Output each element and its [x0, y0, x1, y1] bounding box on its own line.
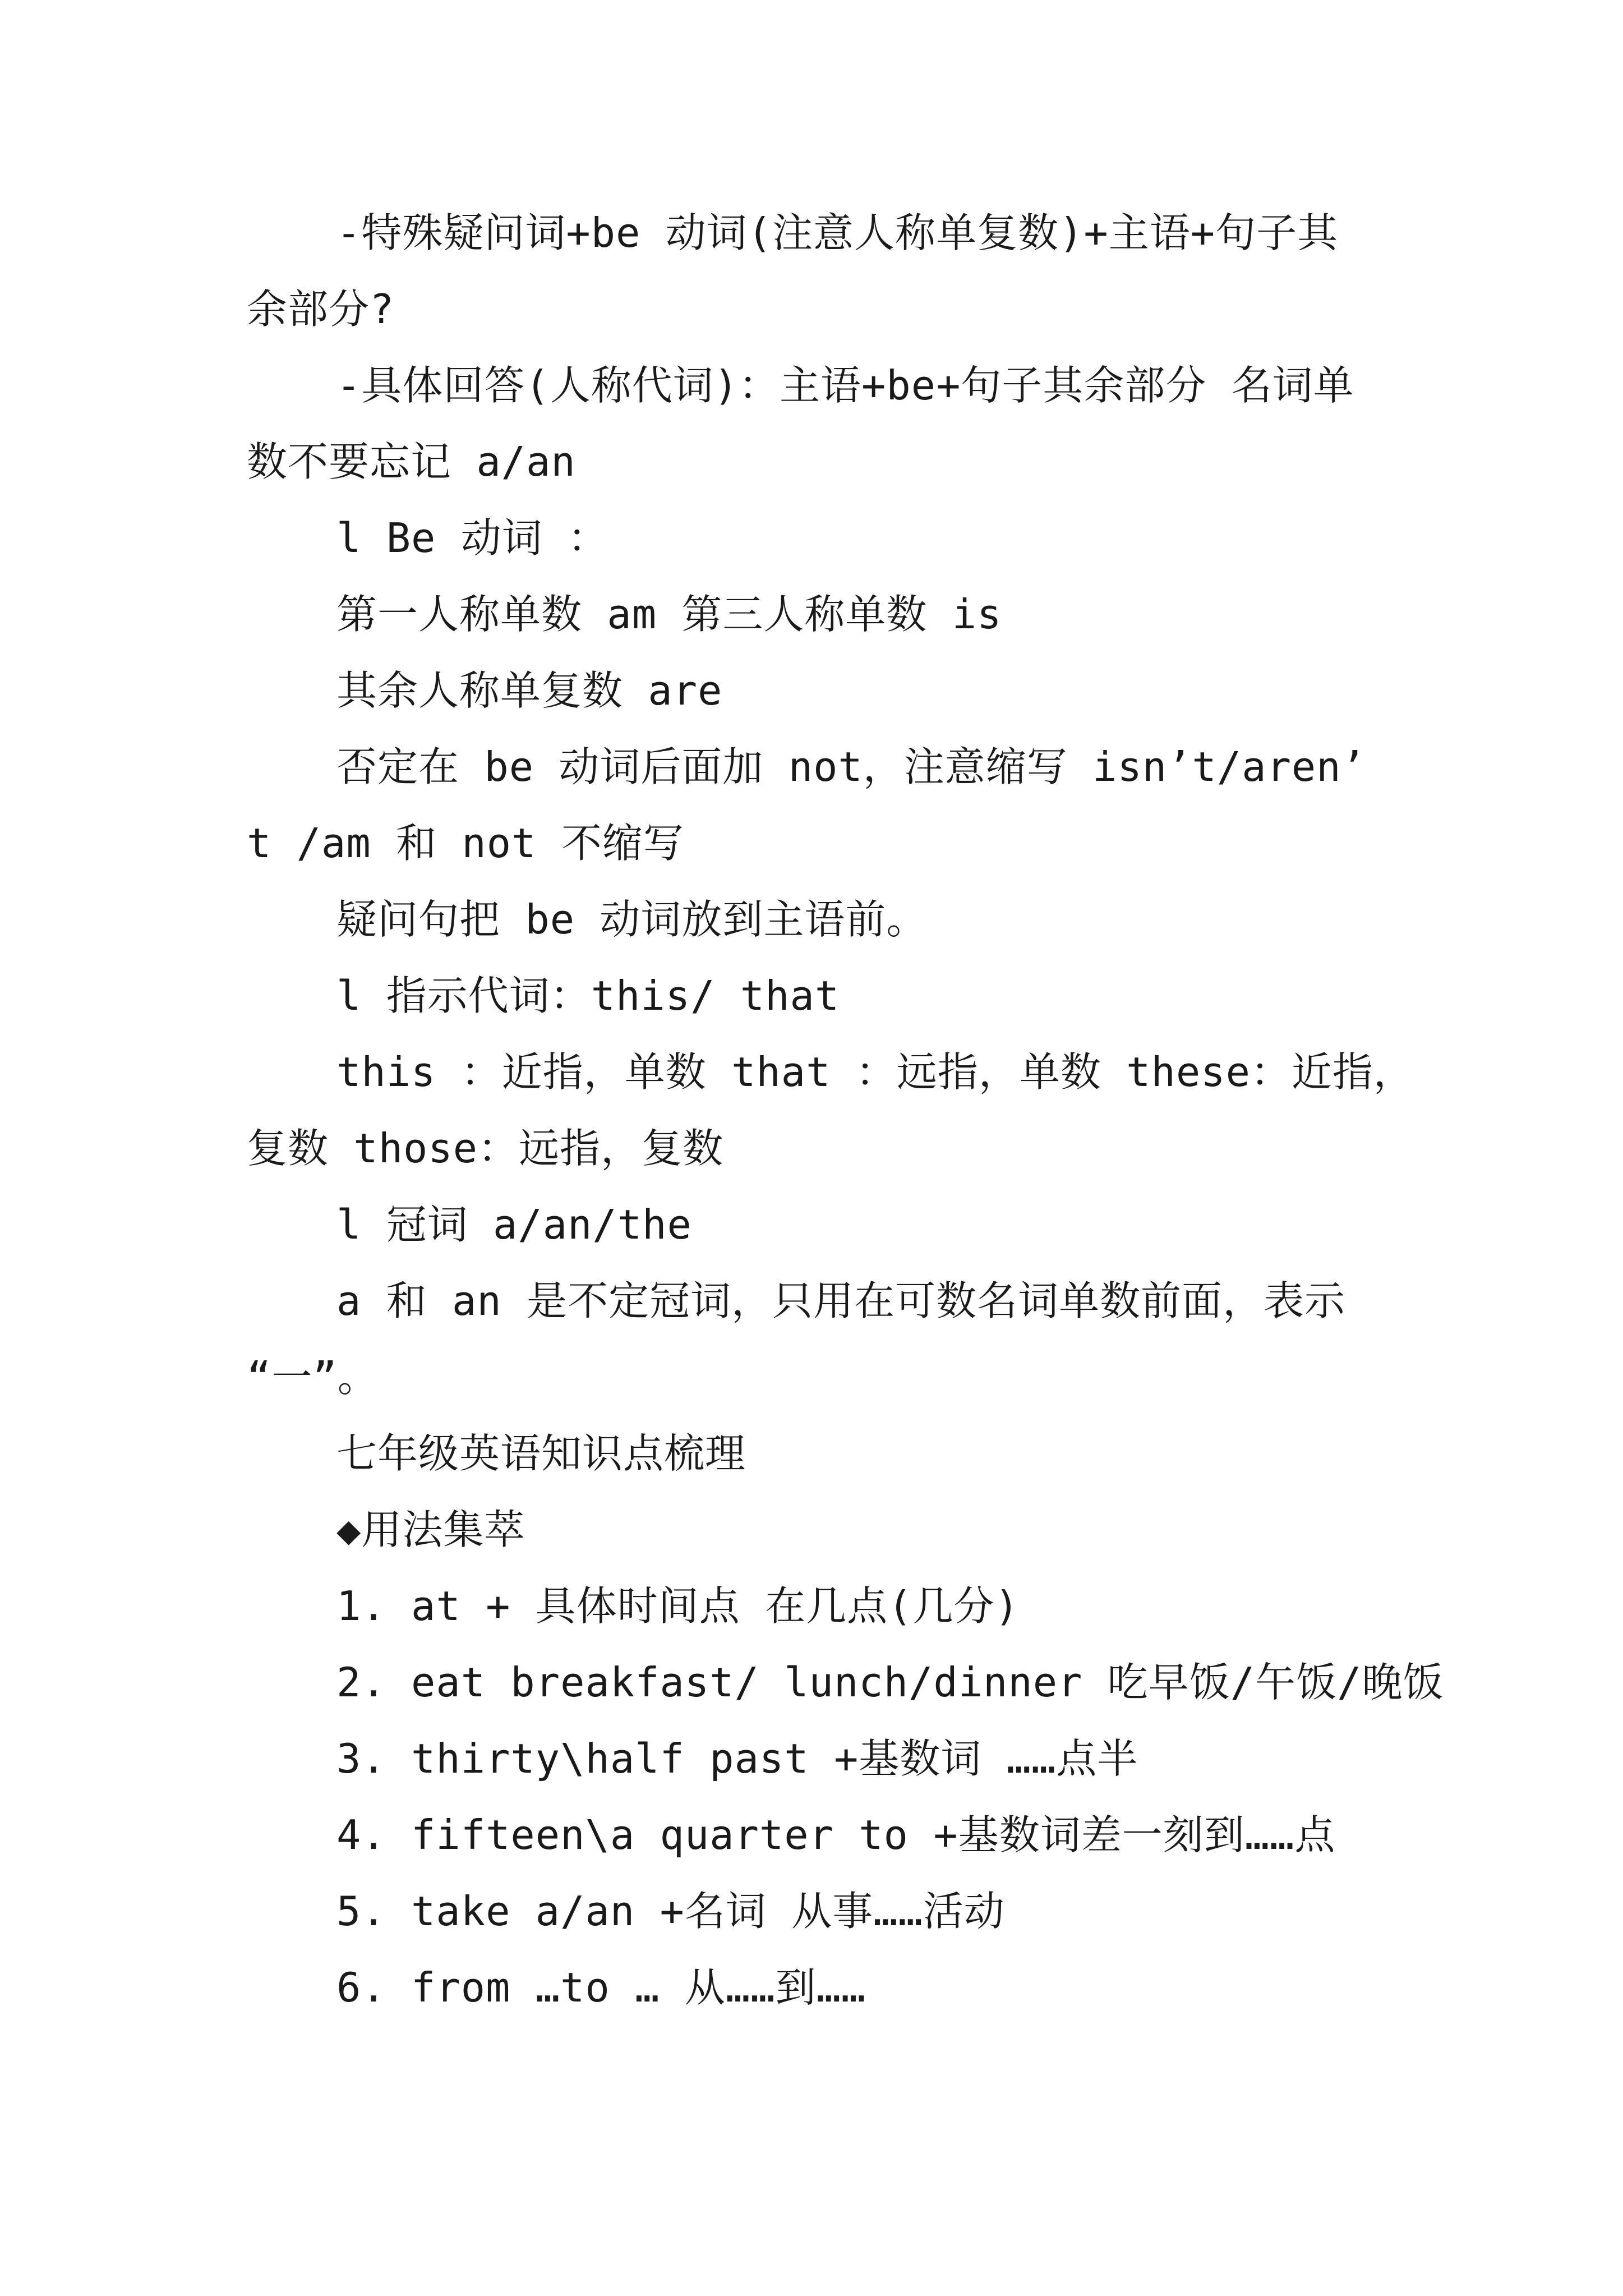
text-line: t /am 和 not 不缩写	[247, 820, 684, 867]
text-line: a 和 an 是不定冠词，只用在可数名词单数前面，表示	[336, 1277, 1346, 1324]
text-line: 数不要忘记 a/an	[247, 438, 576, 485]
text-line: l Be 动词 ：	[336, 514, 609, 562]
text-line: 其余人称单复数 are	[336, 667, 723, 714]
text-line: 第一人称单数 am 第三人称单数 is	[336, 591, 1002, 638]
text-line: l 指示代词：this/ that	[336, 972, 840, 1019]
text-line: this ：近指，单数 that ：远指，单数 these：近指，	[336, 1048, 1414, 1096]
list-item: 4. fifteen\a quarter to +基数词差一刻到……点	[336, 1811, 1336, 1858]
list-item: 1. at + 具体时间点 在几点(几分)	[336, 1582, 1020, 1630]
list-item: 2. eat breakfast/ lunch/dinner 吃早饭/午饭/晚饭	[336, 1659, 1444, 1706]
list-item: 5. take a/an +名词 从事……活动	[336, 1888, 1005, 1935]
section-heading: 七年级英语知识点梳理	[336, 1430, 746, 1477]
list-item: 3. thirty\half past +基数词 ……点半	[336, 1735, 1138, 1782]
text-line: -具体回答(人称代词)：主语+be+句子其余部分 名词单	[336, 362, 1354, 409]
subsection-heading: ◆用法集萃	[336, 1506, 525, 1553]
text-line: -特殊疑问词+be 动词(注意人称单复数)+主语+句子其	[336, 209, 1339, 256]
text-line: 否定在 be 动词后面加 not，注意缩写 isn’t/aren’	[336, 743, 1366, 790]
text-line: “一”。	[247, 1354, 379, 1401]
text-line: l 冠词 a/an/the	[336, 1201, 692, 1248]
text-line: 余部分?	[247, 286, 395, 333]
text-line: 复数 those：远指，复数	[247, 1125, 724, 1172]
text-line: 疑问句把 be 动词放到主语前。	[336, 896, 928, 943]
list-item: 6. from …to … 从……到……	[336, 1964, 866, 2011]
